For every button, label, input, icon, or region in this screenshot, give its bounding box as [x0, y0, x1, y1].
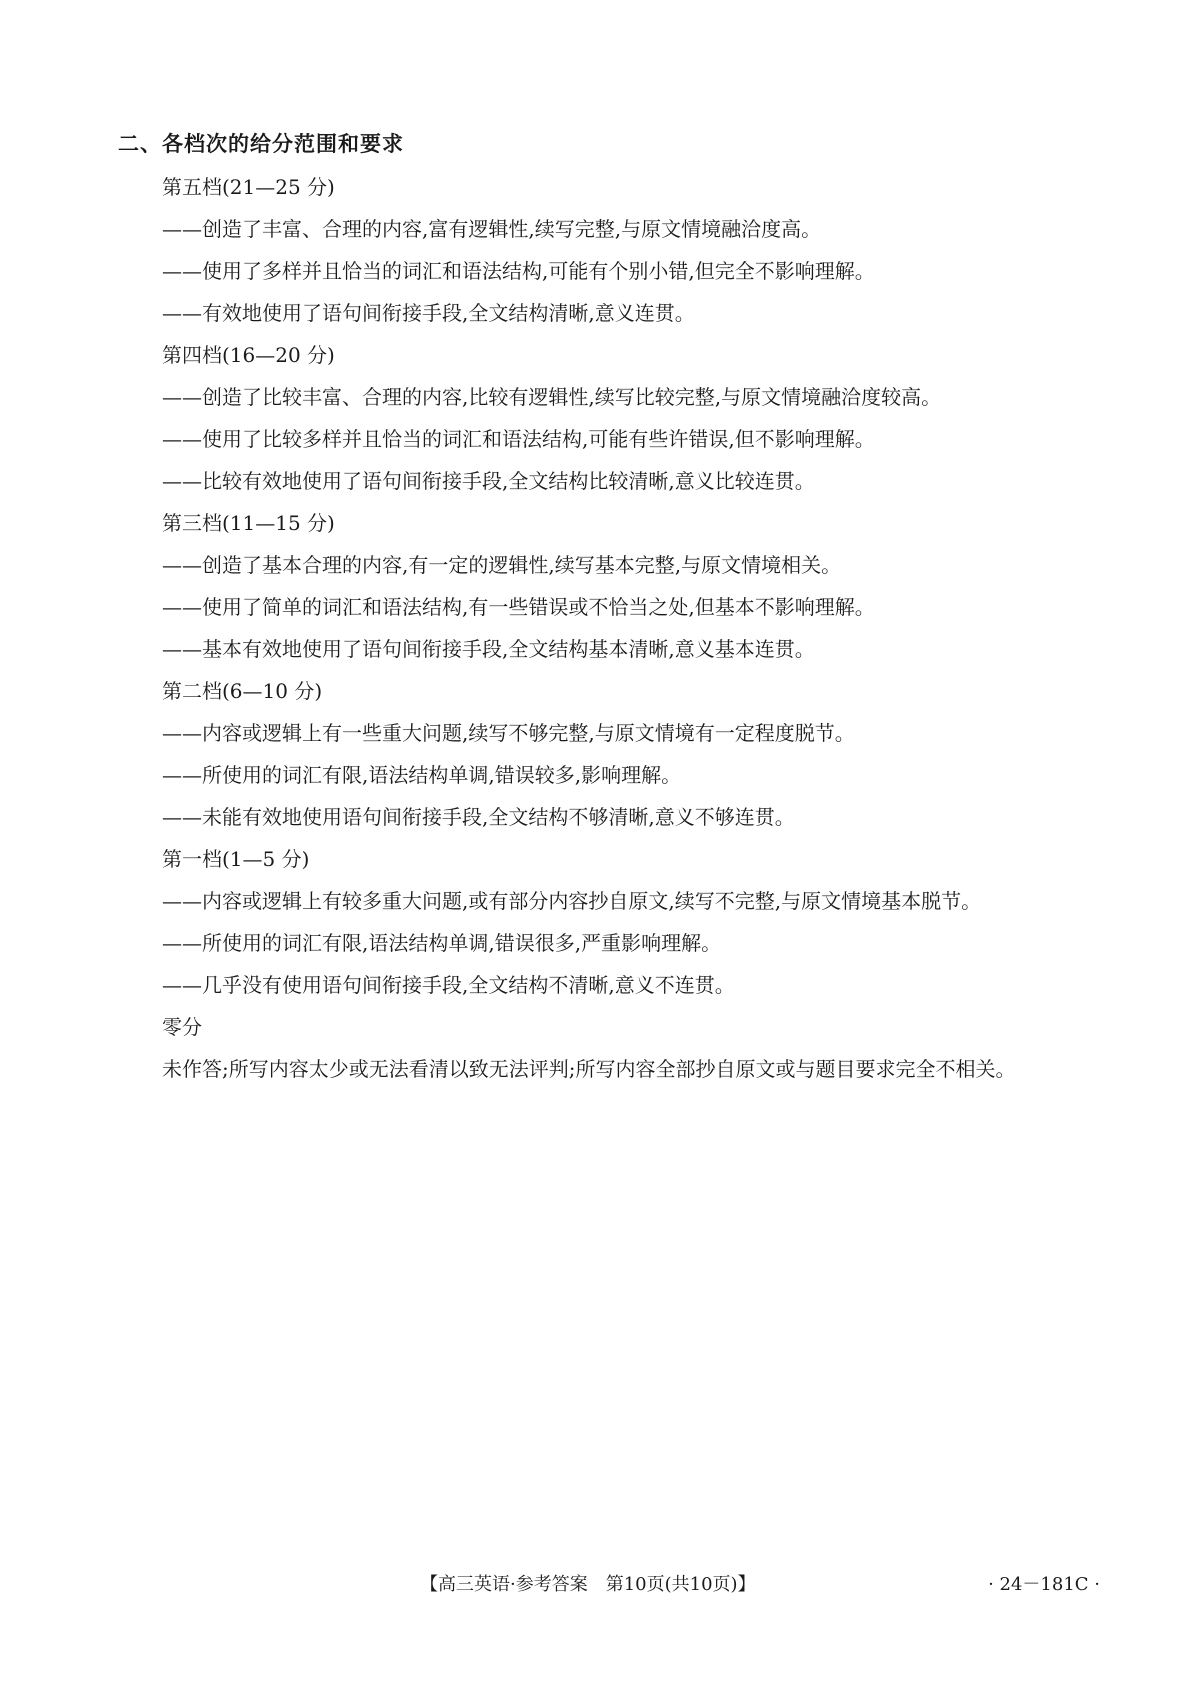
section-heading: 二、各档次的给分范围和要求 [118, 132, 404, 156]
scoring-levels [118, 166, 1098, 1090]
level-block [118, 838, 1098, 1006]
criterion-item: ——几乎没有使用语句间衔接手段,全文结构不清晰,意义不连贯。 [162, 973, 735, 997]
level-block [118, 166, 1098, 334]
criterion-item: ——基本有效地使用了语句间衔接手段,全文结构基本清晰,意义基本连贯。 [162, 637, 815, 661]
zero-score-title: 零分 [162, 1015, 202, 1039]
criterion-item: ——创造了基本合理的内容,有一定的逻辑性,续写基本完整,与原文情境相关。 [162, 553, 842, 577]
criterion-item: ——创造了丰富、合理的内容,富有逻辑性,续写完整,与原文情境融洽度高。 [162, 217, 822, 241]
level-title: 第二档(6—10 分) [162, 679, 323, 703]
level-title: 第五档(21—25 分) [162, 175, 335, 199]
criterion-item: ——所使用的词汇有限,语法结构单调,错误较多,影响理解。 [162, 763, 682, 787]
zero-score-text: 未作答;所写内容太少或无法看清以致无法评判;所写内容全部抄自原文或与题目要求完全不相关。 [162, 1057, 1016, 1081]
footer-code: · 24－181C · [988, 1574, 1100, 1595]
criterion-item: ——比较有效地使用了语句间衔接手段,全文结构比较清晰,意义比较连贯。 [162, 469, 815, 493]
level-title: 第四档(16—20 分) [162, 343, 335, 367]
criterion-item: ——内容或逻辑上有较多重大问题,或有部分内容抄自原文,续写不完整,与原文情境基本脱节。 [162, 889, 982, 913]
level-block [118, 670, 1098, 838]
level-title: 第三档(11—15 分) [162, 511, 335, 535]
zero-score-block [118, 1006, 1098, 1090]
criterion-item: ——创造了比较丰富、合理的内容,比较有逻辑性,续写比较完整,与原文情境融洽度较高。 [162, 385, 942, 409]
criterion-item: ——未能有效地使用语句间衔接手段,全文结构不够清晰,意义不够连贯。 [162, 805, 795, 829]
footer-page-info: 【高三英语·参考答案 第10页(共10页)】 [420, 1574, 756, 1595]
criterion-item: ——内容或逻辑上有一些重大问题,续写不够完整,与原文情境有一定程度脱节。 [162, 721, 855, 745]
criterion-item: ——所使用的词汇有限,语法结构单调,错误很多,严重影响理解。 [162, 931, 722, 955]
criterion-item: ——使用了比较多样并且恰当的词汇和语法结构,可能有些许错误,但不影响理解。 [162, 427, 875, 451]
level-title: 第一档(1—5 分) [162, 847, 310, 871]
criterion-item: ——使用了多样并且恰当的词汇和语法结构,可能有个别小错,但完全不影响理解。 [162, 259, 875, 283]
level-block [118, 502, 1098, 670]
criterion-item: ——有效地使用了语句间衔接手段,全文结构清晰,意义连贯。 [162, 301, 695, 325]
criterion-item: ——使用了简单的词汇和语法结构,有一些错误或不恰当之处,但基本不影响理解。 [162, 595, 875, 619]
level-block [118, 334, 1098, 502]
